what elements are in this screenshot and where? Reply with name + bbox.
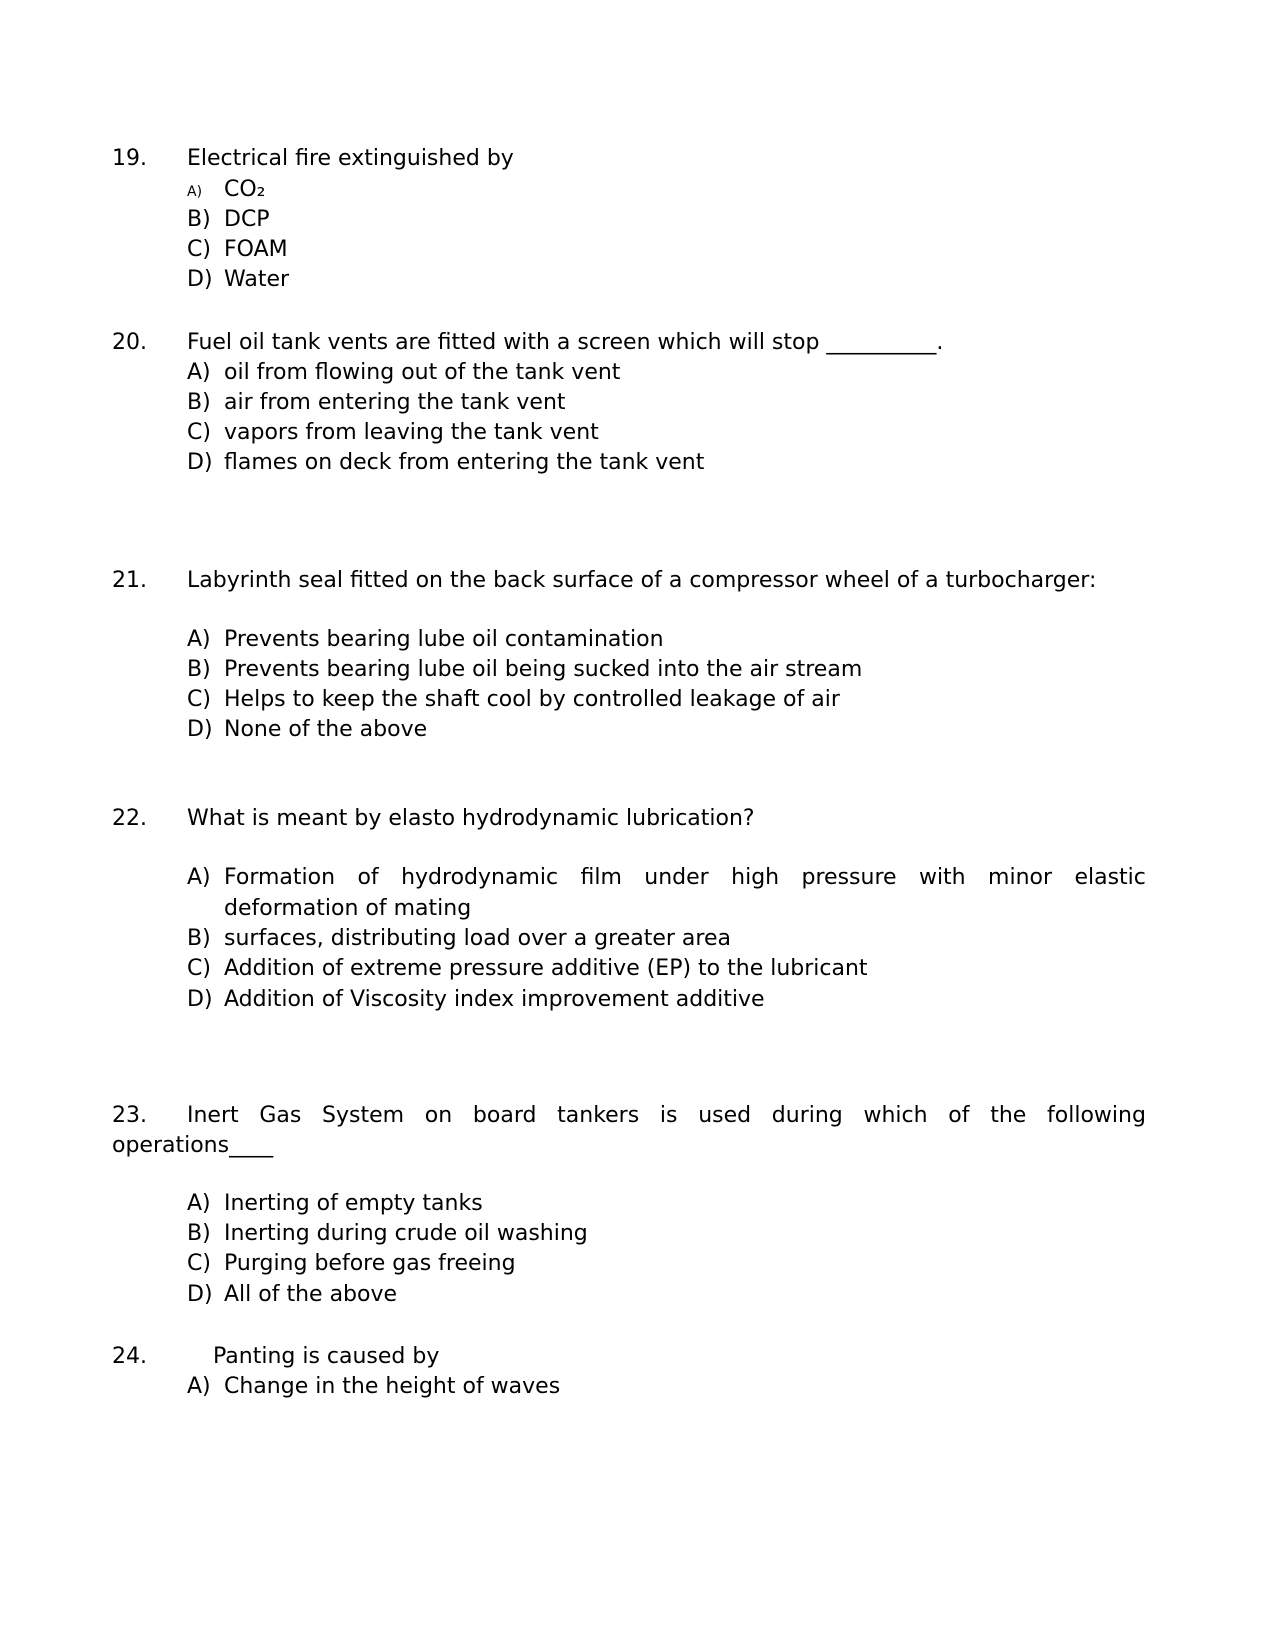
option-text: Change in the height of waves [224,1374,561,1399]
option-text: Addition of Viscosity index improvement additive [224,987,765,1012]
option-letter: A) [187,865,211,890]
option-text: FOAM [224,237,288,262]
option-text: None of the above [224,717,428,742]
question-stem-continuation: operations____ [112,1133,274,1158]
word: with [918,865,966,890]
option-text-justified-line [224,863,1146,893]
question-number: 19. [112,146,147,171]
option-text: Helps to keep the shaft cool by controlled leakage of air [224,687,840,712]
option-letter: C) [187,956,211,981]
option-letter: A) [187,1191,211,1216]
question-stem: Labyrinth seal fitted on the back surface of a compressor wheel of a turbocharger: [187,568,1097,593]
word: Inert [187,1103,239,1128]
option-letter: D) [187,450,213,475]
option-text: Prevents bearing lube oil being sucked into the air stream [224,657,863,682]
option-text: surfaces, distributing load over a greater area [224,926,731,951]
question-number: 21. [112,568,147,593]
option-letter: B) [187,1221,211,1246]
option-letter: C) [187,420,211,445]
option-text: All of the above [224,1282,398,1307]
option-text: Inerting during crude oil washing [224,1221,588,1246]
option-letter: D) [187,987,213,1012]
word: tankers [557,1103,640,1128]
word: used [698,1103,752,1128]
word: System [322,1103,405,1128]
option-letter: B) [187,207,211,232]
question-number: 23. [112,1103,147,1128]
word: board [472,1103,537,1128]
word: following [1047,1103,1146,1128]
option-text-continuation: deformation of mating [224,896,472,921]
word: the [990,1103,1027,1128]
word: of [948,1103,970,1128]
word: elastic [1074,865,1146,890]
option-text: oil from flowing out of the tank vent [224,360,621,385]
option-text: flames on deck from entering the tank vent [224,450,705,475]
option-letter: B) [187,657,211,682]
question-number: 22. [112,806,147,831]
word: pressure [801,865,897,890]
question-number: 20. [112,330,147,355]
word: film [580,865,622,890]
word: of [357,865,379,890]
option-letter: D) [187,717,213,742]
option-text: CO₂ [224,177,266,202]
option-letter: C) [187,687,211,712]
option-text: vapors from leaving the tank vent [224,420,599,445]
word: minor [988,865,1053,890]
question-stem: What is meant by elasto hydrodynamic lubrication? [187,806,755,831]
option-letter: D) [187,267,213,292]
option-letter: C) [187,1251,211,1276]
question-stem: Panting is caused by [213,1344,440,1369]
question-number: 24. [112,1344,147,1369]
word: Gas [259,1103,302,1128]
word: which [863,1103,928,1128]
option-text: air from entering the tank vent [224,390,566,415]
option-letter: B) [187,926,211,951]
option-letter: A) [187,1374,211,1399]
option-letter: A) [187,627,211,652]
option-letter: B) [187,390,211,415]
question-stem: Fuel oil tank vents are fitted with a screen which will stop __________. [187,330,944,355]
option-text: Prevents bearing lube oil contamination [224,627,664,652]
option-text: Addition of extreme pressure additive (EP) to the lubricant [224,956,868,981]
option-letter: D) [187,1282,213,1307]
word: is [659,1103,678,1128]
word: Formation [224,865,336,890]
word: high [731,865,780,890]
question-stem: Electrical fire extinguished by [187,146,514,171]
word: hydrodynamic [401,865,559,890]
option-text: Water [224,267,290,292]
option-text: DCP [224,207,270,232]
word: on [424,1103,453,1128]
option-letter: A) [187,360,211,385]
word: during [771,1103,843,1128]
option-text: Inerting of empty tanks [224,1191,483,1216]
option-text: Purging before gas freeing [224,1251,516,1276]
word: under [644,865,709,890]
option-letter: C) [187,237,211,262]
question-stem-justified-line [187,1101,1146,1131]
option-letter: A) [187,184,203,200]
